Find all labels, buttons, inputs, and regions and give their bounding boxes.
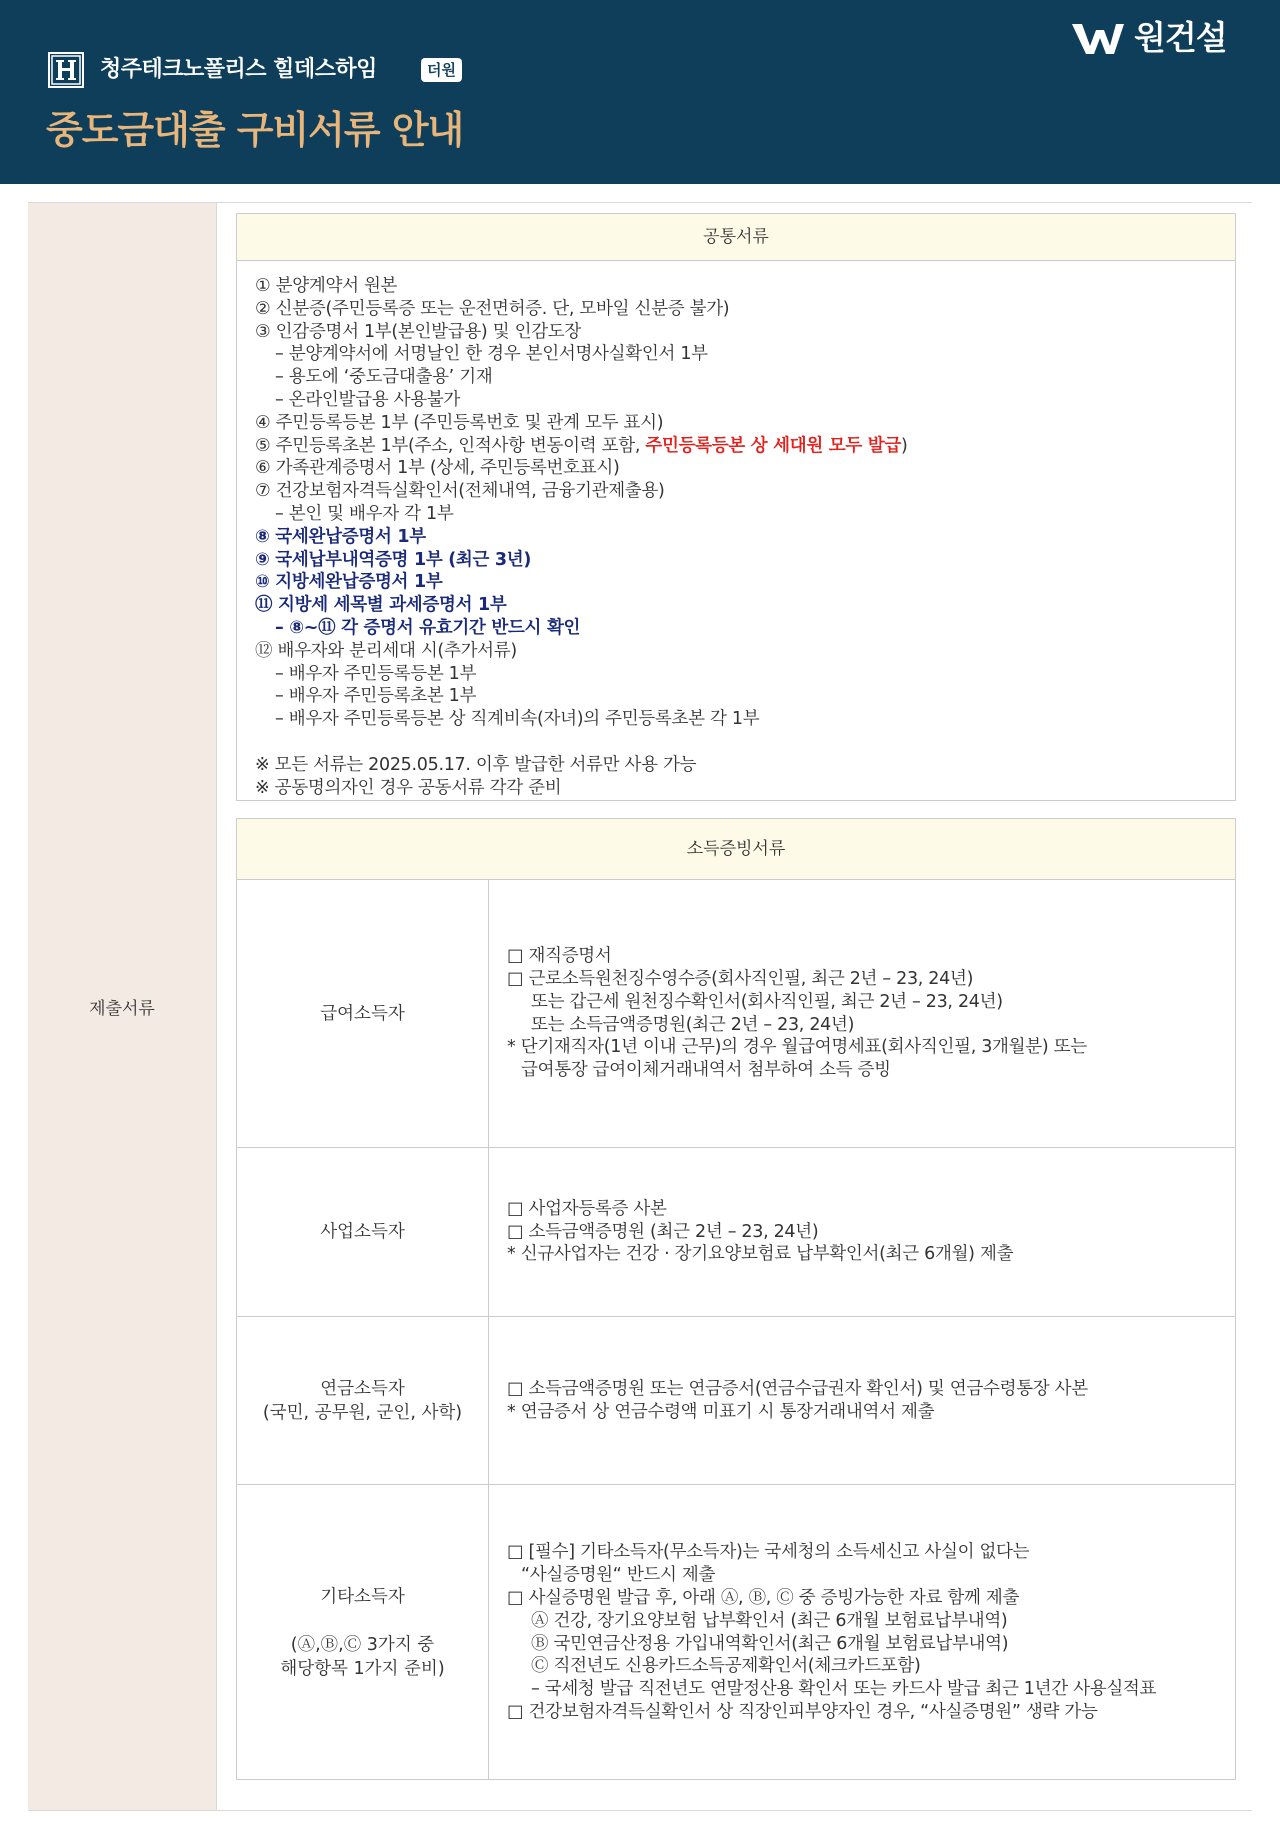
page-header	[0, 0, 1280, 184]
list-item: “사실증명원“ 반드시 제출	[521, 1565, 716, 1586]
income-requirements	[489, 880, 1235, 1147]
list-item: – 배우자 주민등록등본 1부	[275, 663, 477, 684]
category-label: 사업소득자	[320, 1222, 405, 1242]
list-item: * 연금증서 상 연금수령액 미표기 시 통장거래내역서 제출	[507, 1401, 935, 1422]
note-item: ※ 공동명의자인 경우 공동서류 각각 준비	[255, 777, 562, 798]
highlight-red-text: 주민등록등본 상 세대원 모두 발급	[645, 435, 901, 456]
list-item: ② 신분증(주민등록증 또는 운전면허증. 단, 모바일 신분증 불가)	[255, 298, 730, 319]
income-requirements	[489, 1317, 1235, 1484]
income-category	[237, 880, 489, 1147]
list-item: 또는 소득금액증명원(최근 2년 – 23, 24년)	[531, 1014, 855, 1035]
list-item: – 분양계약서에 서명날인 한 경우 본인서명사실확인서 1부	[275, 344, 708, 365]
hildesheim-logo-icon	[48, 52, 84, 88]
list-item: – 온라인발급용 사용불가	[275, 389, 461, 410]
table-row	[237, 1148, 1235, 1317]
category-label: 기타소득자	[320, 1586, 405, 1607]
list-item: 급여통장 급여이체거래내역서 첨부하여 소득 증빙	[521, 1060, 891, 1081]
category-sublabel: 해당항목 1가지 준비)	[280, 1658, 445, 1679]
list-item: □ 재직증명서	[507, 946, 612, 967]
list-item: ④ 주민등록등본 1부 (주민등록번호 및 관계 모두 표시)	[255, 412, 664, 433]
category-sublabel: (국민, 공무원, 군인, 사학)	[262, 1402, 463, 1423]
category-sublabel: (Ⓐ,Ⓑ,Ⓒ 3가지 중	[290, 1634, 435, 1655]
table-bottom-border	[28, 1810, 1252, 1811]
income-requirements	[489, 1148, 1235, 1316]
page-title: 중도금대출 구비서류 안내	[46, 108, 464, 152]
spacer	[255, 731, 1235, 754]
list-item: Ⓐ 건강, 장기요양보험 납부확인서 (최근 6개월 보험료납부내역)	[531, 1610, 1008, 1631]
list-item-highlight: – ⑧~⑪ 각 증명서 유효기간 반드시 확인	[275, 617, 581, 638]
list-item: Ⓒ 직전년도 신용카드소득공제확인서(체크카드포함)	[531, 1656, 921, 1677]
income-requirements	[489, 1485, 1235, 1780]
note-item: ※ 모든 서류는 2025.05.17. 이후 발급한 서류만 사용 가능	[255, 754, 697, 775]
list-item: * 단기재직자(1년 이내 근무)의 경우 월급여명세표(회사직인필, 3개월분) 또는	[507, 1037, 1087, 1058]
list-item: * 신규사업자는 건강 · 장기요양보험료 납부확인서(최근 6개월) 제출	[507, 1244, 1014, 1265]
list-item: ③ 인감증명서 1부(본인발급용) 및 인감도장	[255, 321, 582, 342]
list-item-highlight: ⑩ 지방세완납증명서 1부	[255, 572, 443, 593]
brand-name: 청주테크노폴리스 힐데스하임	[100, 57, 377, 82]
list-item: □ 사업자등록증 사본	[507, 1198, 667, 1219]
brand-tag-badge: 더원	[421, 58, 462, 82]
list-item-highlight: ⑪ 지방세 세목별 과세증명서 1부	[255, 595, 507, 616]
list-item: ⑫ 배우자와 분리세대 시(추가서류)	[255, 640, 517, 661]
list-item: 또는 갑근세 원천징수확인서(회사직인필, 최근 2년 – 23, 24년)	[531, 991, 1003, 1012]
side-label: 제출서류	[89, 999, 155, 1019]
list-item: □ 소득금액증명원 (최근 2년 – 23, 24년)	[507, 1221, 819, 1242]
income-category	[237, 1485, 489, 1780]
list-item: – 국세청 발급 직전년도 연말정산용 확인서 또는 카드사 발급 최근 1년간 사용실적표	[531, 1679, 1157, 1700]
list-item: – 배우자 주민등록초본 1부	[275, 686, 477, 707]
list-item: ① 분양계약서 원본	[255, 276, 398, 296]
common-documents-list	[237, 261, 1235, 799]
company-name: 원건설	[1134, 18, 1227, 57]
list-item: – 본인 및 배우자 각 1부	[275, 503, 454, 524]
category-label: 연금소득자	[320, 1378, 405, 1399]
list-item: Ⓑ 국민연금산정용 가입내역확인서(최근 6개월 보험료납부내역)	[531, 1633, 1009, 1654]
list-item: □ [필수] 기타소득자(무소득자)는 국세청의 소득세신고 사실이 없다는	[507, 1542, 1030, 1563]
list-item: ⑦ 건강보험자격득실확인서(전체내역, 금융기관제출용)	[255, 481, 665, 502]
list-item: □ 건강보험자격득실확인서 상 직장인피부양자인 경우, “사실증명원” 생략 가능	[507, 1701, 1098, 1722]
common-documents-box	[236, 213, 1236, 801]
list-item-highlight: ⑨ 국세납부내역증명 1부 (최근 3년)	[255, 549, 532, 570]
list-item-text: ⑤ 주민등록초본 1부(주소, 인적사항 변동이력 포함,	[255, 435, 646, 456]
common-documents-heading: 공통서류	[237, 214, 1235, 261]
list-item	[255, 435, 1235, 458]
list-item: □ 사실증명원 발급 후, 아래 Ⓐ, Ⓑ, Ⓒ 중 증빙가능한 자료 함께 제출	[507, 1587, 1020, 1608]
list-item: □ 근로소득원천징수영수증(회사직인필, 최근 2년 – 23, 24년)	[507, 968, 974, 989]
income-documents-heading: 소득증빙서류	[237, 819, 1235, 880]
list-item-highlight: ⑧ 국세완납증명서 1부	[255, 526, 426, 547]
income-documents-box	[236, 818, 1236, 1780]
table-row	[237, 1317, 1235, 1485]
table-row	[237, 1485, 1235, 1780]
side-column	[28, 203, 217, 1810]
income-category	[237, 1317, 489, 1484]
list-item: – 배우자 주민등록등본 상 직계비속(자녀)의 주민등록초본 각 1부	[275, 709, 760, 730]
list-item: – 용도에 ‘중도금대출용’ 기재	[275, 367, 493, 388]
list-item: ⑥ 가족관계증명서 1부 (상세, 주민등록번호표시)	[255, 458, 620, 479]
table-row	[237, 880, 1235, 1148]
list-item-text: )	[901, 435, 908, 456]
list-item: □ 소득금액증명원 또는 연금증서(연금수급권자 확인서) 및 연금수령통장 사본	[507, 1378, 1088, 1399]
income-category	[237, 1148, 489, 1316]
category-label: 급여소득자	[320, 1003, 405, 1024]
